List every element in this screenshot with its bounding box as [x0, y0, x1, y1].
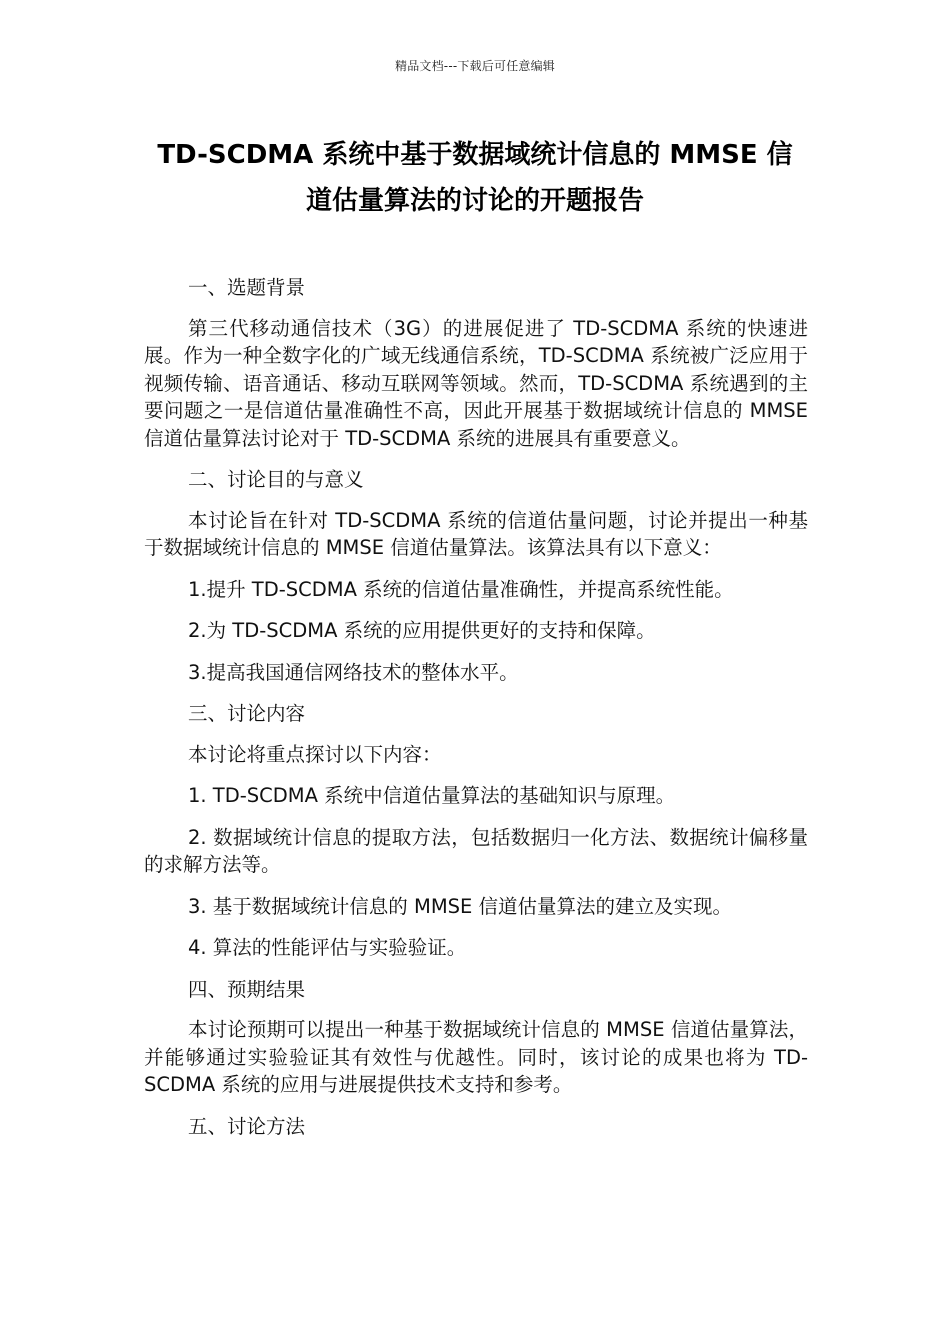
section-heading-purpose: 二、讨论目的与意义 — [188, 468, 364, 491]
document-title — [140, 132, 810, 224]
content-item: 4. 算法的性能评估与实验验证。 — [188, 936, 467, 959]
section-heading-methods: 五、讨论方法 — [188, 1114, 306, 1138]
document-body — [144, 274, 808, 1153]
background-paragraph: 第三代移动通信技术（3G）的进展促进了 TD-SCDMA 系统的快速进展。作为一种全数字化的广域无线通信系统，TD-SCDMA 系统被广泛应用于视频传输、语音通话、移动互联网等领域。然而，TD-SCDMA 系统遇到的主要问题之一是信道估量准确性不高，因此开展基于数据域统计信息的 MMSE 信道估量算法讨论对于 TD-SCDMA 系统的进展具有重要意义。 — [144, 316, 808, 450]
purpose-item: 2.为 TD-SCDMA 系统的应用提供更好的支持和保障。 — [188, 619, 656, 642]
purpose-item: 1.提升 TD-SCDMA 系统的信道估量准确性，并提高系统性能。 — [188, 577, 734, 601]
results-paragraph: 本讨论预期可以提出一种基于数据域统计信息的 MMSE 信道估量算法，并能够通过实验验证其有效性与优越性。同时，该讨论的成果也将为 TD-SCDMA 系统的应用与进展提供技术支持和参考。 — [144, 1018, 808, 1096]
section-heading-results: 四、预期结果 — [188, 977, 306, 1001]
section-heading-background: 一、选题背景 — [188, 276, 306, 299]
document-title-line-2: 道估量算法的讨论的开题报告 — [305, 186, 644, 216]
content-item: 2. 数据域统计信息的提取方法，包括数据归一化方法、数据统计偏移量的求解方法等。 — [144, 825, 808, 876]
document-title-line-1: TD-SCDMA 系统中基于数据域统计信息的 MMSE 信 — [157, 140, 793, 170]
purpose-item: 3.提高我国通信网络技术的整体水平。 — [188, 660, 519, 684]
purpose-paragraph: 本讨论旨在针对 TD-SCDMA 系统的信道估量问题，讨论并提出一种基于数据域统计信息的 MMSE 信道估量算法。该算法具有以下意义： — [144, 508, 808, 559]
content-item: 3. 基于数据域统计信息的 MMSE 信道估量算法的建立及实现。 — [188, 894, 733, 918]
content-item: 1. TD-SCDMA 系统中信道估量算法的基础知识与原理。 — [188, 784, 676, 807]
content-intro: 本讨论将重点探讨以下内容： — [188, 742, 442, 766]
section-heading-content: 三、讨论内容 — [188, 702, 306, 725]
page-header: 精品文档---下载后可任意编辑 — [395, 59, 555, 73]
